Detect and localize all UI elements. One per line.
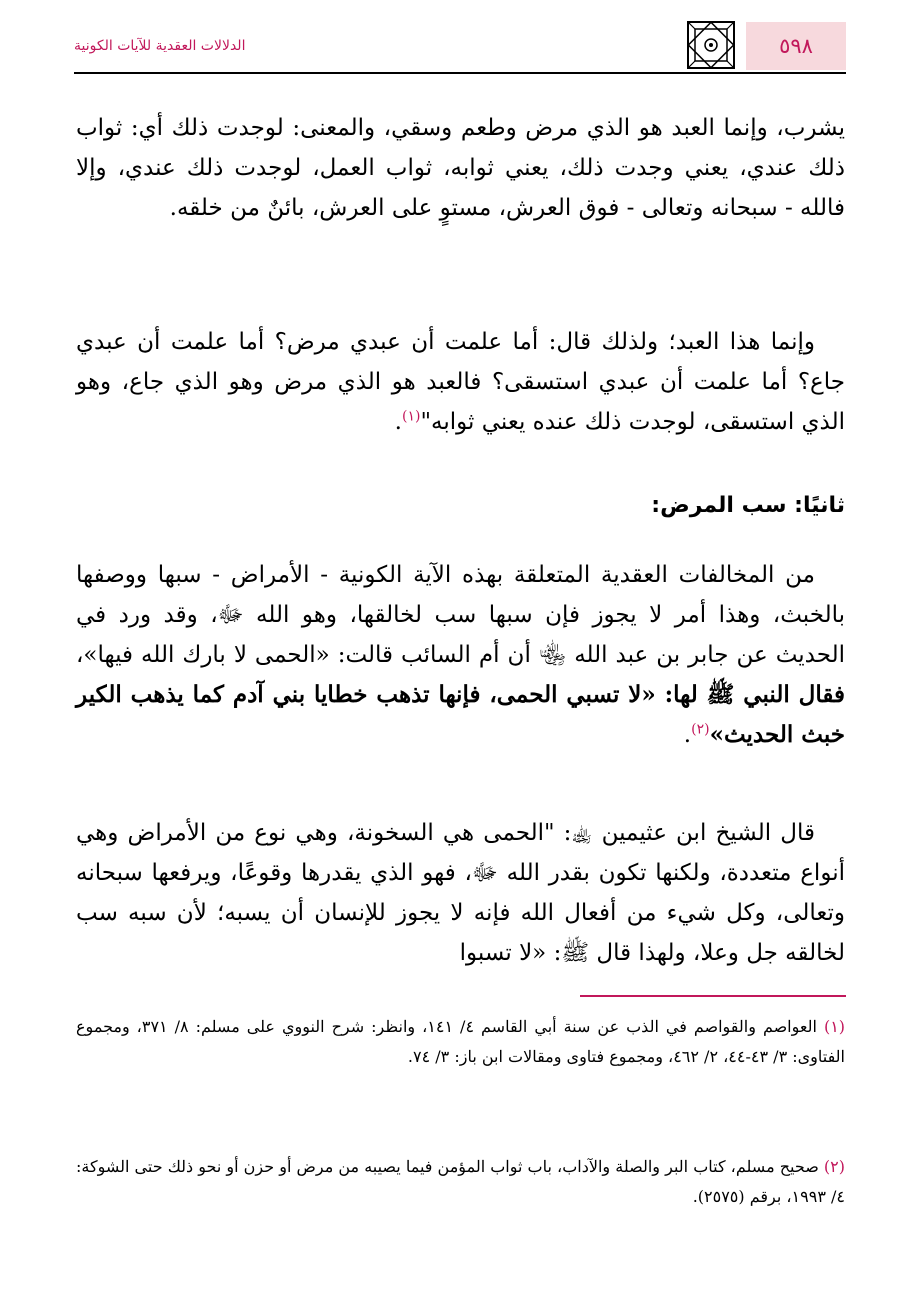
paragraph-1 [76, 108, 845, 228]
paragraph-2-text: وإنما هذا العبد؛ ولذلك قال: أما علمت أن عبدي مرض؟ أما علمت أن عبدي جاع؟ أما علمت أن عبدي استسقى؟ فالعبد هو الذي مرض وهو الذي جاع، وهو الذي استسقى، لوجدت ذلك عنده يعني ثوابه" [76, 329, 845, 435]
section-heading: ثانيًا: سب المرض: [651, 493, 845, 518]
footnote-divider [580, 995, 846, 997]
page-number: ٥٩٨ [746, 22, 846, 70]
header-divider [74, 72, 846, 74]
footnote-ref-1[interactable]: (١) [401, 408, 421, 425]
footnote-1 [76, 1012, 845, 1072]
footnote-ref-2[interactable]: (٢) [691, 721, 710, 738]
paragraph-2 [76, 322, 845, 442]
paragraph-3-end: . [683, 722, 692, 748]
footnote-text: صحيح مسلم، كتاب البر والصلة والآداب، باب ثواب المؤمن فيما يصيبه من مرض أو حزن أو نحو ذلك حتى الشوكة: ٤/ ١٩٩٣، برقم (٢٥٧٥). [76, 1157, 845, 1206]
hadith-quote: فقال النبي ﷺ لها: «لا تسبي الحمى، فإنها تذهب خطايا بني آدم كما يذهب الكير خبث الحديث» [76, 681, 845, 748]
paragraph-4-text: قال الشيخ ابن عثيمين ﵀: "الحمى هي السخونة، وهي نوع من الأمراض وهي أنواع متعددة، ولكنها تكون بقدر الله ﷻ، فهو الذي يقدرها وقوعًا، ويرفعها سبحانه وتعالى، وكل شيء من أفعال الله فإنه لا يجوز للإنسان أن يسبه؛ لأن سبه سب لخالقه جل وعلا، ولهذا قال ﷺ: «لا تسبوا [76, 820, 845, 966]
footnote-number: (٢) [823, 1157, 846, 1176]
geometric-ornament-icon [686, 20, 736, 70]
paragraph-2-end: . [394, 409, 402, 435]
footnote-text: العواصم والقواصم في الذب عن سنة أبي القاسم ٤/ ١٤١، وانظر: شرح النووي على مسلم: ٨/ ٣٧١، ومجموع الفتاوى: ٣/ ٤٣-٤٤، ٢/ ٤٦٢، ومجموع فتاوى ومقالات ابن باز: ٣/ ٧٤. [76, 1017, 845, 1066]
paragraph-4 [76, 813, 845, 973]
running-title: الدلالات العقدية للآيات الكونية [74, 38, 246, 54]
footnote-number: (١) [823, 1017, 846, 1036]
paragraph-3 [76, 555, 845, 755]
paragraph-1-text: يشرب، وإنما العبد هو الذي مرض وطعم وسقي، والمعنى: لوجدت ذلك أي: ثواب ذلك عندي، يعني وجدت ذلك، يعني ثوابه، ثواب العمل، لوجدت ذلك عندي، وإلا فالله - سبحانه وتعالى - فوق العرش، مستوٍ على العرش، بائنٌ من خلقه. [76, 115, 845, 221]
paragraph-3-text: من المخالفات العقدية المتعلقة بهذه الآية الكونية - الأمراض - سبها ووصفها بالخبث، وهذا أمر لا يجوز فإن سبها سب لخالقها، وهو الله ﷻ، وقد ورد في الحديث عن جابر بن عبد الله ﵄ أن أم السائب قالت: «الحمى لا بارك الله فيها»، [76, 562, 845, 668]
page-header [74, 20, 846, 76]
footnote-2 [76, 1152, 845, 1212]
